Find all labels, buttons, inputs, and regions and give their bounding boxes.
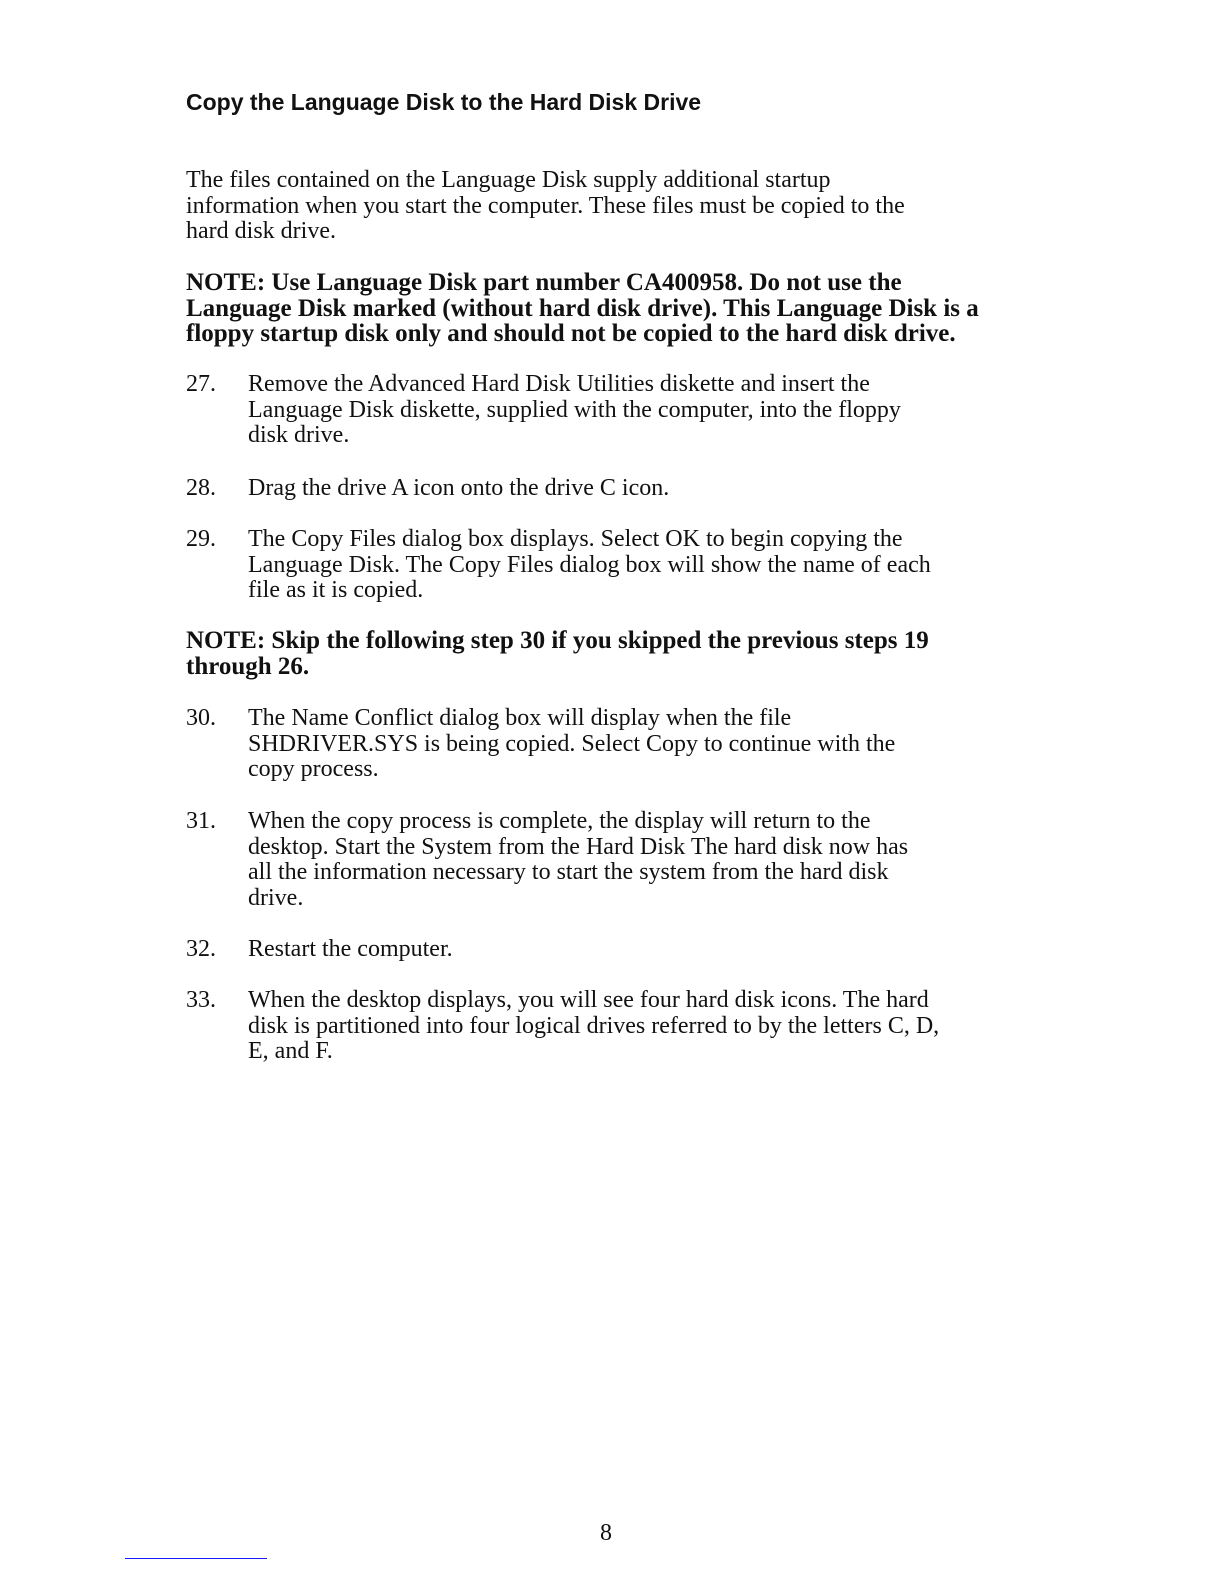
- text-line: hard disk drive.: [186, 218, 336, 245]
- text-line: NOTE: Use Language Disk part number CA400958. Do not use the: [186, 269, 902, 296]
- text-line: When the copy process is complete, the display will return to the: [248, 808, 871, 834]
- step-number: 27.: [186, 371, 216, 397]
- text-line: Drag the drive A icon onto the drive C icon.: [248, 475, 670, 501]
- note-skip-step: [186, 628, 929, 679]
- text-line: NOTE: Skip the following step 30 if you skipped the previous steps 19: [186, 627, 929, 654]
- text-line: through 26.: [186, 652, 310, 680]
- text-line: all the information necessary to start the system from the hard disk: [248, 859, 889, 886]
- step-number: 29.: [186, 526, 216, 552]
- text-line: Language Disk. The Copy Files dialog box will show the name of each: [248, 551, 931, 578]
- text-line: Remove the Advanced Hard Disk Utilities diskette and insert the: [248, 371, 870, 397]
- text-line: The files contained on the Language Disk supply additional startup: [186, 167, 831, 193]
- page-number: 8: [600, 1520, 612, 1546]
- step-number: 28.: [186, 475, 216, 501]
- intro-paragraph: [186, 168, 905, 245]
- text-line: floppy startup disk only and should not be copied to the hard disk drive.: [186, 320, 956, 348]
- text-line: SHDRIVER.SYS is being copied. Select Copy to continue with the: [248, 730, 896, 757]
- text-line: drive.: [248, 885, 304, 912]
- text-line: information when you start the computer. These files must be copied to the: [186, 192, 905, 219]
- section-heading: Copy the Language Disk to the Hard Disk Drive: [186, 89, 702, 115]
- step-number: 32.: [186, 936, 216, 962]
- text-line: desktop. Start the System from the Hard Disk The hard disk now has: [248, 833, 909, 860]
- text-line: E, and F.: [248, 1038, 333, 1065]
- text-line: copy process.: [248, 756, 379, 783]
- text-line: When the desktop displays, you will see four hard disk icons. The hard: [248, 987, 929, 1013]
- text-line: disk drive.: [248, 422, 350, 449]
- text-line: The Name Conflict dialog box will display when the file: [248, 705, 792, 731]
- step-number: 33.: [186, 987, 216, 1013]
- text-line: Language Disk marked (without hard disk drive). This Language Disk is a: [186, 294, 979, 322]
- step-number: 30.: [186, 705, 216, 731]
- text-line: disk is partitioned into four logical drives referred to by the letters C, D,: [248, 1012, 940, 1039]
- step-number: 31.: [186, 808, 216, 834]
- text-line: The Copy Files dialog box displays. Select OK to begin copying the: [248, 526, 903, 552]
- text-line: Restart the computer.: [248, 936, 453, 962]
- note-language-disk: [186, 270, 979, 347]
- text-line: Language Disk diskette, supplied with the computer, into the floppy: [248, 396, 901, 423]
- text-line: file as it is copied.: [248, 577, 424, 604]
- footer-rule: [125, 1558, 267, 1559]
